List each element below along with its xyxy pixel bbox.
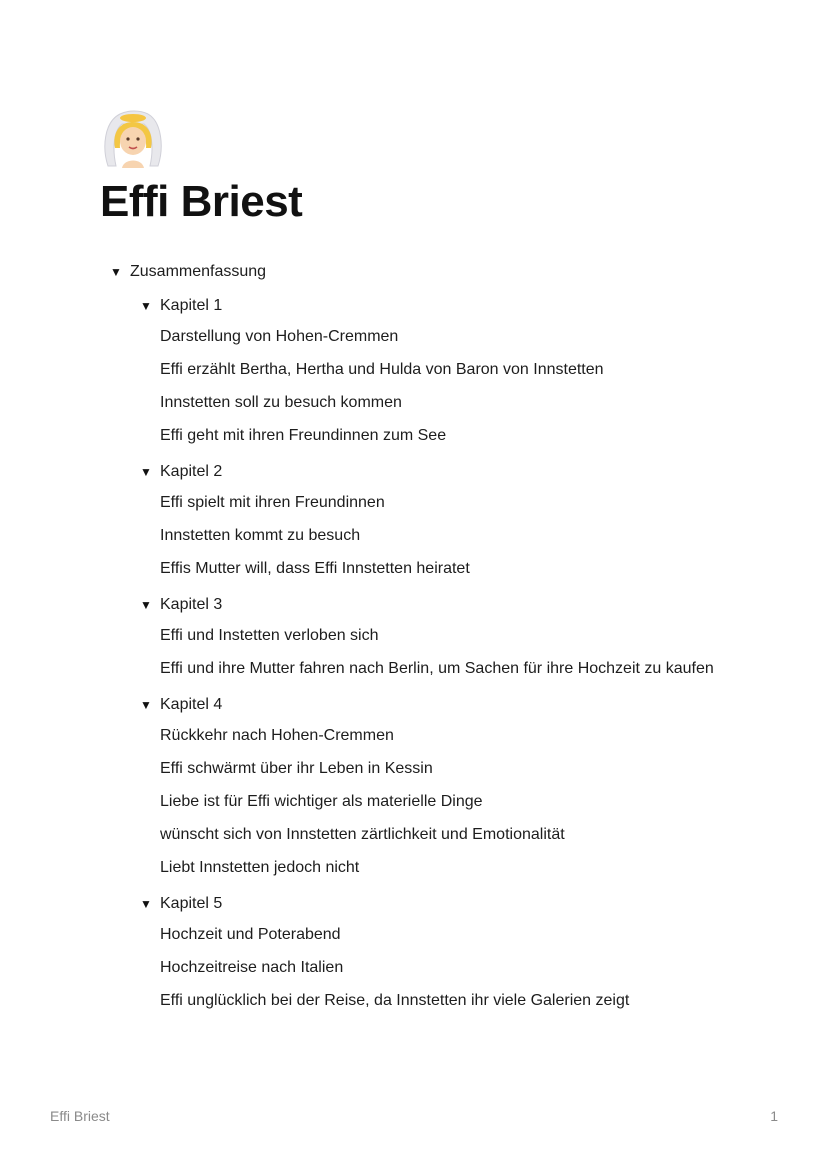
triangle-down-icon[interactable]: ▼ [110, 265, 122, 279]
chapter-toggle[interactable] [140, 591, 750, 619]
chapter-toggle[interactable] [140, 292, 750, 320]
list-item: Effi erzählt Bertha, Hertha und Hulda von Baron von Innstetten [160, 361, 604, 378]
summary-toggle-label: Zusammenfassung [130, 263, 267, 280]
chapter-toggle[interactable] [140, 691, 750, 719]
list-item: Hochzeitreise nach Italien [160, 959, 344, 976]
chapter-toggle-block [140, 458, 750, 585]
list-item: Darstellung von Hohen-Cremmen [160, 328, 399, 345]
list-item: Effi schwärmt über ihr Leben in Kessin [160, 760, 433, 777]
list-item: Rückkehr nach Hohen-Cremmen [160, 727, 394, 744]
summary-toggle[interactable] [110, 258, 750, 286]
chapter-toggle-block [140, 292, 750, 452]
chapter-label: Kapitel 4 [160, 696, 223, 713]
list-item: Effi unglücklich bei der Reise, da Innstetten ihr viele Galerien zeigt [160, 992, 630, 1009]
chapter-label: Kapitel 1 [160, 297, 223, 314]
chapter-toggle-block [140, 591, 750, 685]
chapter-toggle[interactable] [140, 458, 750, 486]
triangle-down-icon[interactable]: ▼ [140, 299, 152, 313]
chapter-list [140, 292, 750, 1017]
triangle-down-icon[interactable]: ▼ [140, 598, 152, 612]
triangle-down-icon[interactable]: ▼ [140, 465, 152, 479]
chapter-label: Kapitel 5 [160, 895, 223, 912]
chapter-toggle[interactable] [140, 890, 750, 918]
list-item: Effi spielt mit ihren Freundinnen [160, 494, 385, 511]
footer-page-number: 1 [770, 1108, 778, 1124]
triangle-down-icon[interactable]: ▼ [140, 897, 152, 911]
list-item: Liebt Innstetten jedoch nicht [160, 859, 360, 876]
bride-with-veil-icon [100, 108, 166, 168]
footer-document-title: Effi Briest [50, 1108, 110, 1124]
summary-toggle-block [110, 258, 750, 1017]
list-item: Effis Mutter will, dass Effi Innstetten heiratet [160, 560, 470, 577]
list-item: Innstetten kommt zu besuch [160, 527, 361, 544]
chapter-toggle-block [140, 691, 750, 884]
list-item: Hochzeit und Poterabend [160, 926, 341, 943]
triangle-down-icon[interactable]: ▼ [140, 698, 152, 712]
list-item: wünscht sich von Innstetten zärtlichkeit und Emotionalität [160, 826, 565, 843]
chapter-toggle-block [140, 890, 750, 1017]
list-item: Effi und ihre Mutter fahren nach Berlin, um Sachen für ihre Hochzeit zu kaufen [160, 660, 714, 677]
list-item: Effi geht mit ihren Freundinnen zum See [160, 427, 447, 444]
page-title: Effi Briest [100, 177, 303, 226]
list-item: Effi und Instetten verloben sich [160, 627, 379, 644]
chapter-label: Kapitel 2 [160, 463, 223, 480]
list-item: Innstetten soll zu besuch kommen [160, 394, 402, 411]
list-item: Liebe ist für Effi wichtiger als materielle Dinge [160, 793, 483, 810]
chapter-label: Kapitel 3 [160, 596, 223, 613]
